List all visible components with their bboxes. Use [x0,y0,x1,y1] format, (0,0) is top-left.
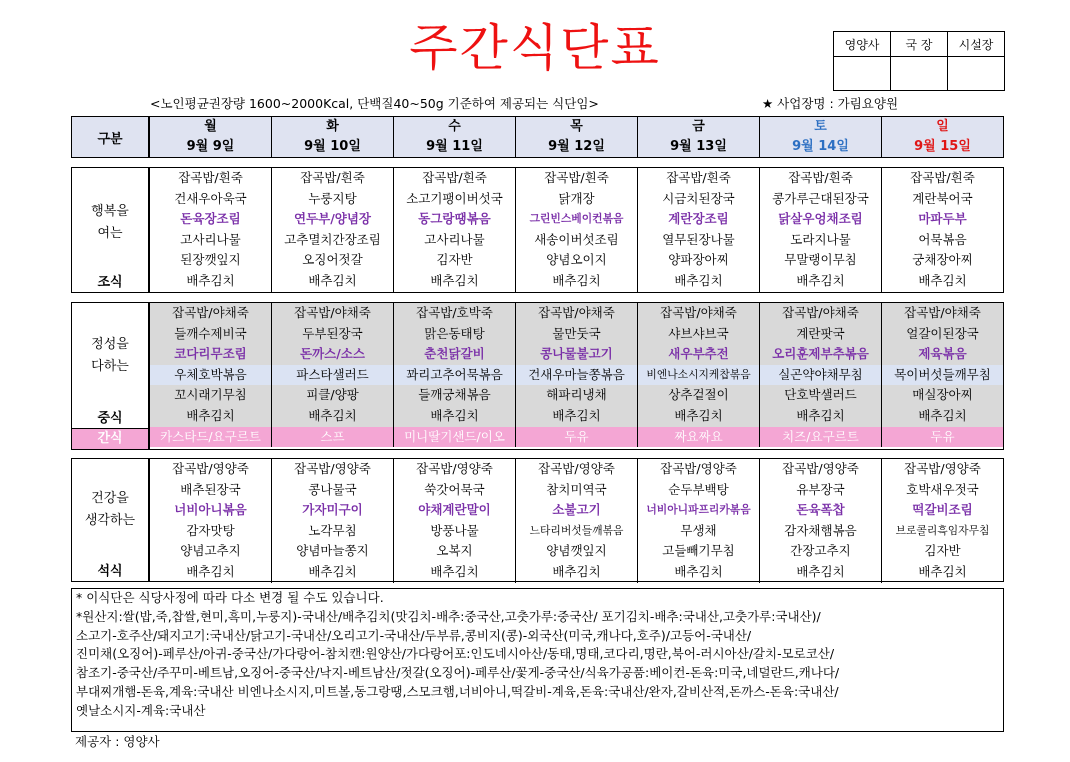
menu-item: 잡곡밥/영양죽 [394,459,516,480]
menu-row [150,168,1003,189]
menu-item: 야채계란말이 [394,500,516,521]
menu-item: 가자미구이 [272,500,394,521]
day-name: 목 [570,119,583,134]
snack-item: 스프 [272,427,394,447]
menu-item: 들깨궁채볶음 [394,385,516,406]
day-date: 9월 14일 [792,139,849,154]
day-name: 수 [448,119,461,134]
menu-item: 상추겉절이 [638,385,760,406]
menu-item: 고추멸치간장조림 [272,230,394,251]
menu-item: 물만둣국 [516,324,638,345]
menu-item: 무생채 [638,521,760,542]
menu-item: 잡곡밥/흰죽 [272,168,394,189]
menu-item: 잡곡밥/영양죽 [272,459,394,480]
menu-item: 배추김치 [516,406,638,427]
menu-item: 고들빼기무침 [638,541,760,562]
provider: 제공자 : 영양사 [75,734,160,749]
note-line: *원산지:쌀(밥,죽,찹쌀,현미,흑미,누룽지)-국내산/배추김치(맛김치-배추:중국산,고춧가루:중국산/ 포기김치-배추:국내산,고춧가루:국내산)/ [76,608,821,624]
snack-item: 짜요짜요 [638,427,760,447]
menu-row [150,521,1003,542]
day-header [394,117,516,157]
menu-item: 잡곡밥/야채죽 [638,303,760,324]
menu-grid [150,168,1003,292]
menu-item: 콩나물국 [272,480,394,501]
menu-item: 쑥갓어묵국 [394,480,516,501]
menu-row [150,271,1003,292]
day-date: 9월 15일 [914,139,971,154]
menu-item: 잡곡밥/흰죽 [516,168,638,189]
menu-item: 양념마늘쫑지 [272,541,394,562]
day-name: 토 [814,119,827,134]
approval-label: 국 장 [891,32,948,57]
menu-item: 소고기팽이버섯국 [394,189,516,210]
approval-label: 영양사 [834,32,891,57]
menu-item: 마파두부 [918,211,967,227]
menu-grid [150,459,1003,581]
meal-title: 정성을 [91,337,129,352]
menu-item: 노각무침 [272,521,394,542]
menu-item: 방풍나물 [394,521,516,542]
menu-item: 배추김치 [638,406,760,427]
snack-label: 간식 [72,428,148,449]
approval-sign-cell [891,57,948,91]
menu-row [150,459,1003,480]
menu-item: 샤브샤브국 [638,324,760,345]
menu-item: 궁채장아찌 [912,252,973,268]
note-line: 진미채(오징어)-페루산/아귀-중국산/가다랑어-참치캔:원양산/가다랑어포:인도네시아산/동태,명태,코다리,명란,북어-러시아산/갈치-모로코산/ [76,646,835,662]
menu-item: 돈까스/소스 [272,344,394,365]
page-title: 주간식단표 [409,19,661,77]
menu-item: 오리훈제부추볶음 [760,344,882,365]
menu-item: 피클/양팡 [272,385,394,406]
menu-item: 잡곡밥/흰죽 [638,168,760,189]
note-line: 참조기-중국산/주꾸미-베트남,오징어-중국산/낙지-베트남산/젓갈(오징어)-페루산/꽃게-중국산/식육가공품:베이컨-돈육:미국,네덜란드,캐나다/ [76,665,840,681]
menu-item: 배추김치 [394,271,516,292]
menu-item: 어묵볶음 [918,231,967,247]
menu-item: 춘천닭갈비 [394,344,516,365]
header-label: 구분 [72,117,150,157]
day-header-row [71,116,1004,158]
menu-item: 잡곡밥/흰죽 [910,170,975,185]
menu-row [150,303,1003,324]
menu-item: 잡곡밥/영양죽 [760,459,882,480]
meal-name: 조식 [97,275,123,290]
menu-item: 배추김치 [394,406,516,427]
menu-item: 참치미역국 [516,480,638,501]
menu-item: 브로콜리흑임자무침 [895,523,990,537]
menu-item: 양념깻잎지 [516,541,638,562]
snack-item: 치즈/요구르트 [760,427,882,447]
meal-title: 생각하는 [84,513,136,528]
snack-item: 두유 [516,427,638,447]
breakfast-section [71,167,1004,293]
menu-item: 배추김치 [882,406,1003,427]
menu-item: 잡곡밥/야채죽 [272,303,394,324]
menu-item: 잡곡밥/영양죽 [638,459,760,480]
menu-item: 돈육폭찹 [760,500,882,521]
menu-item: 건새우아욱국 [150,189,272,210]
menu-item: 배추김치 [150,406,272,427]
menu-item: 실곤약야채무침 [760,365,882,386]
menu-item: 계란장조림 [638,209,760,230]
menu-item: 고사리나물 [150,230,272,251]
menu-item: 배추김치 [272,271,394,292]
menu-item: 해파리냉채 [516,385,638,406]
menu-item: 배추김치 [638,271,760,292]
day-header-sunday [882,117,1003,157]
menu-item: 너비아니파프리카볶음 [638,500,760,521]
menu-item: 감자채햄볶음 [760,521,882,542]
subtitle: <노인평균권장량 1600~2000Kcal, 단백질40~50g 기준하여 제공되는 식단임> [150,96,599,111]
menu-item: 배추김치 [918,563,967,579]
menu-row [150,209,1003,230]
menu-item: 양파장아찌 [638,250,760,271]
approval-sign-cell [948,57,1005,91]
approval-label: 시설장 [948,32,1005,57]
lunch-section [71,302,1004,450]
meal-side-label [72,459,150,581]
menu-item: 잡곡밥/야채죽 [882,303,1003,324]
day-date: 9월 13일 [670,139,727,154]
snack-item: 미니딸기샌드/이오 [394,427,516,447]
menu-item: 오복지 [394,541,516,562]
menu-item: 목이버섯들깨무침 [882,365,1003,386]
menu-item: 고사리나물 [394,230,516,251]
menu-item: 배추김치 [272,562,394,583]
day-header-saturday [760,117,882,157]
menu-row [150,562,1003,583]
menu-item: 누룽지탕 [272,189,394,210]
day-name: 일 [936,119,949,134]
meal-title: 건강을 [91,491,129,506]
day-name: 화 [326,119,339,134]
menu-item: 우체호박볶음 [150,365,272,386]
menu-item: 배추김치 [150,271,272,292]
meal-side-label [72,303,150,449]
menu-item: 매실장아찌 [882,385,1003,406]
menu-item: 계란팟국 [760,324,882,345]
menu-item: 얼갈이된장국 [882,324,1003,345]
menu-item: 꼬시래기무침 [150,385,272,406]
menu-item: 닭개장 [516,189,638,210]
day-date: 9월 10일 [304,139,361,154]
menu-item: 김자반 [394,250,516,271]
menu-item: 잡곡밥/야채죽 [760,303,882,324]
menu-item: 배추김치 [394,562,516,583]
menu-item: 새우부추전 [638,344,760,365]
menu-item: 잡곡밥/호박죽 [394,303,516,324]
menu-item: 배추김치 [516,562,638,583]
menu-item: 잡곡밥/영양죽 [150,459,272,480]
day-header [638,117,760,157]
menu-item: 잡곡밥/야채죽 [516,303,638,324]
note-line: 부대찌개햄-돈육,계육:국내산 비엔나소시지,미트볼,동그랑땡,스모크햄,너비아니,떡갈비-계육,돈육:국내산/완자,갈비산적,돈까스-돈육:국내산/ [76,683,839,699]
day-date: 9월 9일 [186,139,235,154]
menu-row [150,406,1003,427]
day-name: 금 [692,119,705,134]
menu-item: 소불고기 [516,500,638,521]
approval-sign-cell [834,57,891,91]
menu-item: 단호박샐러드 [760,385,882,406]
menu-item: 배추김치 [272,406,394,427]
menu-item: 동그랑땡볶음 [394,209,516,230]
menu-row [150,365,1003,386]
menu-item: 김자반 [924,543,961,559]
menu-item: 그린빈스베이컨볶음 [516,209,638,230]
menu-item: 호박새우젓국 [906,481,979,497]
meal-name: 석식 [97,564,123,579]
menu-item: 잡곡밥/흰죽 [150,168,272,189]
menu-item: 잡곡밥/흰죽 [760,168,882,189]
menu-item: 배추김치 [760,406,882,427]
menu-row [150,189,1003,210]
day-header [516,117,638,157]
menu-item: 양념고추지 [150,541,272,562]
menu-item: 양념오이지 [516,250,638,271]
menu-item: 잡곡밥/영양죽 [904,461,981,476]
menu-row [150,385,1003,406]
day-date: 9월 11일 [426,139,483,154]
menu-item: 파스타샐러드 [272,365,394,386]
menu-item: 잡곡밥/영양죽 [516,459,638,480]
menu-item: 열무된장나물 [638,230,760,251]
menu-item: 연두부/양념장 [272,209,394,230]
menu-item: 잡곡밥/야채죽 [150,303,272,324]
site-name: ★ 사업장명 : 가림요양원 [762,96,899,111]
menu-row [150,230,1003,251]
menu-item: 콩나물불고기 [516,344,638,365]
menu-item: 건새우마늘쫑볶음 [516,365,638,386]
meal-title: 행복을 [91,204,129,219]
menu-item: 배추김치 [516,271,638,292]
menu-row [150,344,1003,365]
menu-item: 배추된장국 [150,480,272,501]
menu-item: 떡갈비조림 [912,502,973,518]
day-header [272,117,394,157]
menu-item: 유부장국 [760,480,882,501]
menu-item: 맑은동태탕 [394,324,516,345]
day-date: 9월 12일 [548,139,605,154]
note-line: 소고기-호주산/돼지고기:국내산/닭고기-국내산/오리고기-국내산/두부류,콩비지(콩)-외국산(미국,캐나다,호주)/고등어-국내산/ [76,627,752,643]
snack-row [150,427,1003,447]
menu-item: 비엔나소시지케찹볶음 [638,365,760,386]
menu-item: 코다리무조림 [150,344,272,365]
menu-grid [150,303,1003,449]
menu-item: 새송이버섯조림 [516,230,638,251]
menu-item: 감자맛탕 [150,521,272,542]
menu-item: 잡곡밥/흰죽 [394,168,516,189]
menu-item: 느타리버섯들깨볶음 [516,521,638,542]
menu-row [150,541,1003,562]
menu-item: 콩가루근대된장국 [760,189,882,210]
menu-item: 배추김치 [918,272,967,288]
meal-title: 다하는 [91,359,129,374]
menu-item: 간장고추지 [760,541,882,562]
menu-row [150,250,1003,271]
menu-item: 제육볶음 [882,344,1003,365]
menu-item: 돈육장조림 [150,209,272,230]
menu-item: 닭살우엉채조림 [760,209,882,230]
menu-row [150,500,1003,521]
menu-item: 된장깻잎지 [150,250,272,271]
menu-row [150,324,1003,345]
menu-item: 두부된장국 [272,324,394,345]
menu-item: 배추김치 [638,562,760,583]
meal-name: 중식 [97,411,123,426]
notes-box [71,588,1004,732]
meal-title: 여는 [97,226,123,241]
dinner-section [71,458,1004,582]
snack-item: 두유 [882,427,1003,447]
menu-item: 계란북어국 [912,190,973,206]
menu-row [150,480,1003,501]
menu-item: 배추김치 [760,562,882,583]
menu-item: 배추김치 [760,271,882,292]
menu-item: 너비아니볶음 [150,500,272,521]
approval-box [833,31,1005,91]
menu-item: 도라지나물 [760,230,882,251]
menu-item: 순두부백탕 [638,480,760,501]
day-header [150,117,272,157]
meal-side-label [72,168,150,292]
day-name: 월 [204,119,217,134]
menu-item: 꽈리고추어묵볶음 [394,365,516,386]
menu-item: 무말랭이무침 [760,250,882,271]
note-line: * 이식단은 식당사정에 따라 다소 변경 될 수도 있습니다. [76,590,384,605]
menu-item: 시금치된장국 [638,189,760,210]
menu-item: 들깨수제비국 [150,324,272,345]
note-line: 옛날소시지-계육:국내산 [76,702,206,718]
snack-item: 카스타드/요구르트 [150,427,272,447]
menu-item: 오징어젓갈 [272,250,394,271]
menu-item: 배추김치 [150,562,272,583]
